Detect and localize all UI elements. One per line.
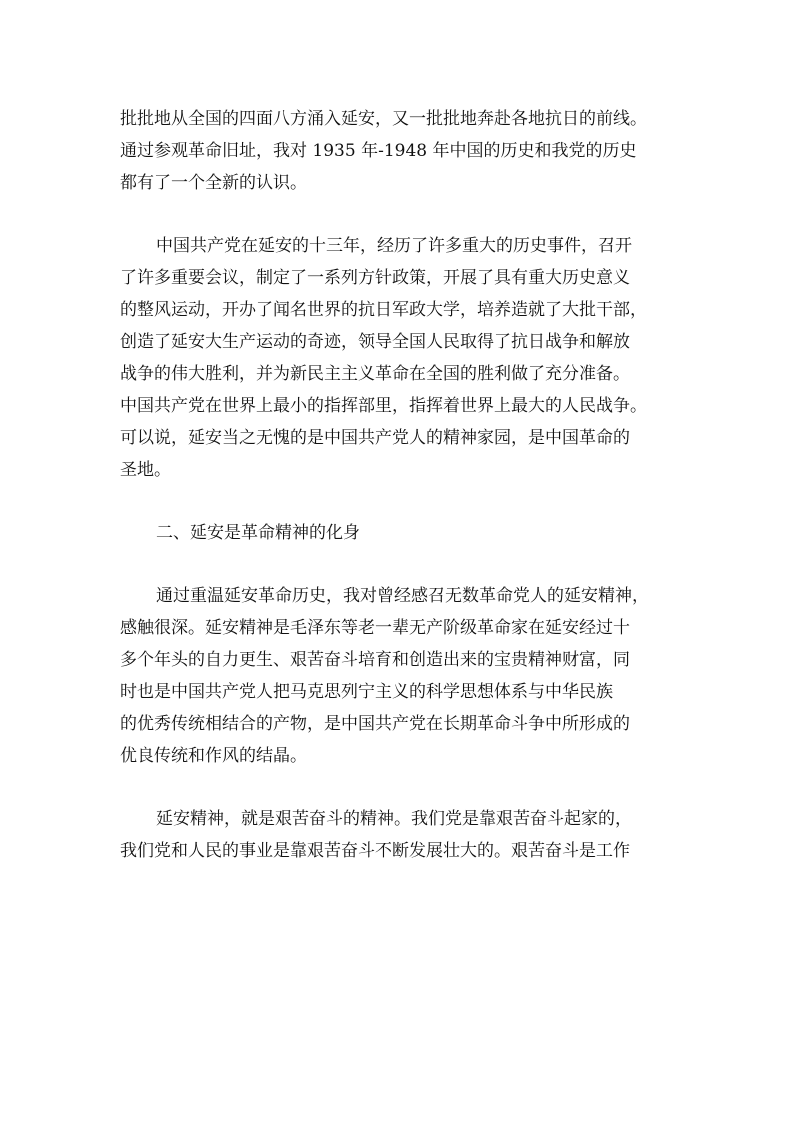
text-line: 的整风运动，开办了闻名世界的抗日军政大学，培养造就了大批干部， [120,300,647,320]
text-line: 可以说，延安当之无愧的是中国共产党人的精神家园，是中国革命的 [120,428,630,448]
text-line: 的优秀传统相结合的产物，是中国共产党在长期革命斗争中所形成的 [120,714,630,734]
text-line: 通过参观革命旧址，我对 1935 年-1948 年中国的历史和我党的历史 [120,141,637,161]
section-heading: 二、延安是革命精神的化身 [156,523,360,543]
paragraph-3 [120,580,680,772]
text-line: 中国共产党在世界上最小的指挥部里，指挥着世界上最大的人民战争。 [120,396,647,416]
text-line: 圣地。 [120,460,171,480]
text-line: 多个年头的自力更生、艰苦奋斗培育和创造出来的宝贵精神财富，同 [120,650,630,670]
text-line: 我们党和人民的事业是靠艰苦奋斗不断发展壮大的。艰苦奋斗是工作 [120,841,630,861]
text-line: 感触很深。延安精神是毛泽东等老一辈无产阶级革命家在延安经过十 [120,618,630,638]
document-body [120,103,680,867]
text-line: 延安精神，就是艰苦奋斗的精神。我们党是靠艰苦奋斗起家的， [156,809,632,829]
text-line: 批批地从全国的四面八方涌入延安，又一批批地奔赴各地抗日的前线。 [120,109,647,129]
paragraph-2 [120,230,680,486]
paragraph-1 [120,103,680,199]
text-line: 时也是中国共产党人把马克思列宁主义的科学思想体系与中华民族 [120,682,613,702]
paragraph-gap [120,772,680,803]
text-line: 战争的伟大胜利，并为新民主主义革命在全国的胜利做了充分准备。 [120,364,630,384]
text-line: 了许多重要会议，制定了一系列方针政策，开展了具有重大历史意义 [120,268,630,288]
text-line: 创造了延安大生产运动的奇迹，领导全国人民取得了抗日战争和解放 [120,332,630,352]
text-line: 都有了一个全新的认识。 [120,173,307,193]
text-line: 通过重温延安革命历史，我对曾经感召无数革命党人的延安精神， [156,586,649,606]
paragraph-gap [120,199,680,230]
paragraph-gap [120,486,680,517]
paragraph-gap [120,549,680,580]
paragraph-4 [120,803,680,867]
text-line: 中国共产党在延安的十三年，经历了许多重大的历史事件，召开 [156,236,632,256]
text-line: 优良传统和作风的结晶。 [120,746,307,766]
